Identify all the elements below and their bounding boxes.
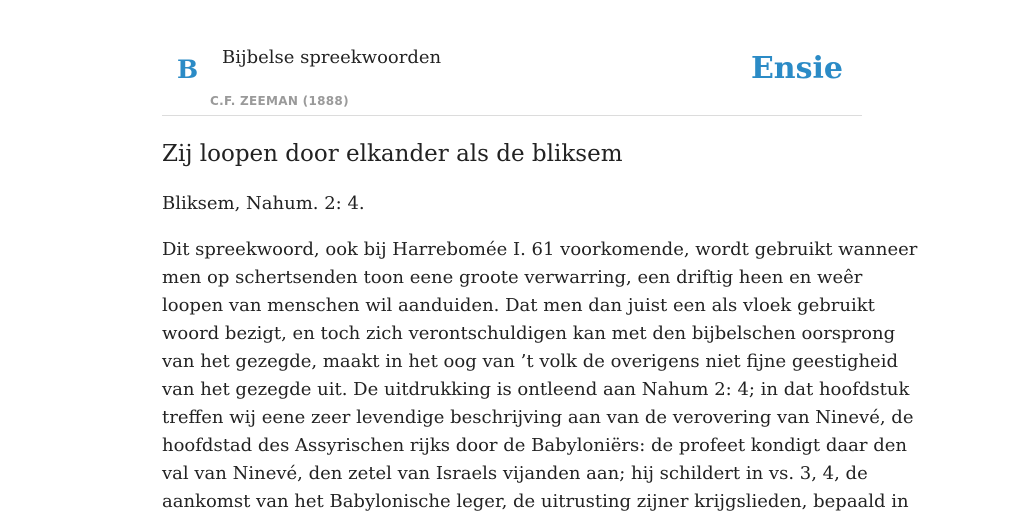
entry-article: [162, 137, 918, 512]
book-header: [162, 0, 862, 116]
body-line: van het gezegde, maakt in het oog van ’t volk de overigens niet fijne geestigheid: [162, 351, 898, 372]
body-line: treffen wij eene zeer levendige beschrijving aan van de verovering van Ninevé, de: [162, 407, 914, 428]
book-logo-letter[interactable]: B: [177, 55, 199, 84]
ensie-logo[interactable]: Ensie: [750, 51, 843, 86]
body-line: hoofdstad des Assyrischen rijks door de Babyloniërs: de profeet kondigt daar den: [162, 435, 907, 456]
entry-title: Zij loopen door elkander als de bliksem: [162, 141, 623, 167]
book-author: C.F. ZEEMAN (1888): [210, 94, 349, 108]
body-line: men op schertsenden toon eene groote verwarring, een driftig heen en weêr: [162, 267, 863, 288]
body-line: val van Ninevé, den zetel van Israels vijanden aan; hij schildert in vs. 3, 4, de: [162, 463, 868, 484]
book-title-link[interactable]: Bijbelse spreekwoorden: [222, 47, 442, 68]
body-line: aankomst van het Babylonische leger, de uitrusting zijner krijgslieden, bepaald in: [162, 491, 909, 512]
entry-reference: Bliksem, Nahum. 2: 4.: [162, 193, 365, 214]
entry-body: [162, 236, 918, 512]
body-line: van het gezegde uit. De uitdrukking is ontleend aan Nahum 2: 4; in dat hoofdstuk: [162, 379, 910, 400]
body-line: woord bezigt, en toch zich verontschuldigen kan met den bijbelschen oorsprong: [162, 323, 896, 344]
body-line: loopen van menschen wil aanduiden. Dat men dan juist een als vloek gebruikt: [162, 295, 875, 316]
body-line: Dit spreekwoord, ook bij Harrebomée I. 61 voorkomende, wordt gebruikt wanneer: [162, 239, 918, 260]
